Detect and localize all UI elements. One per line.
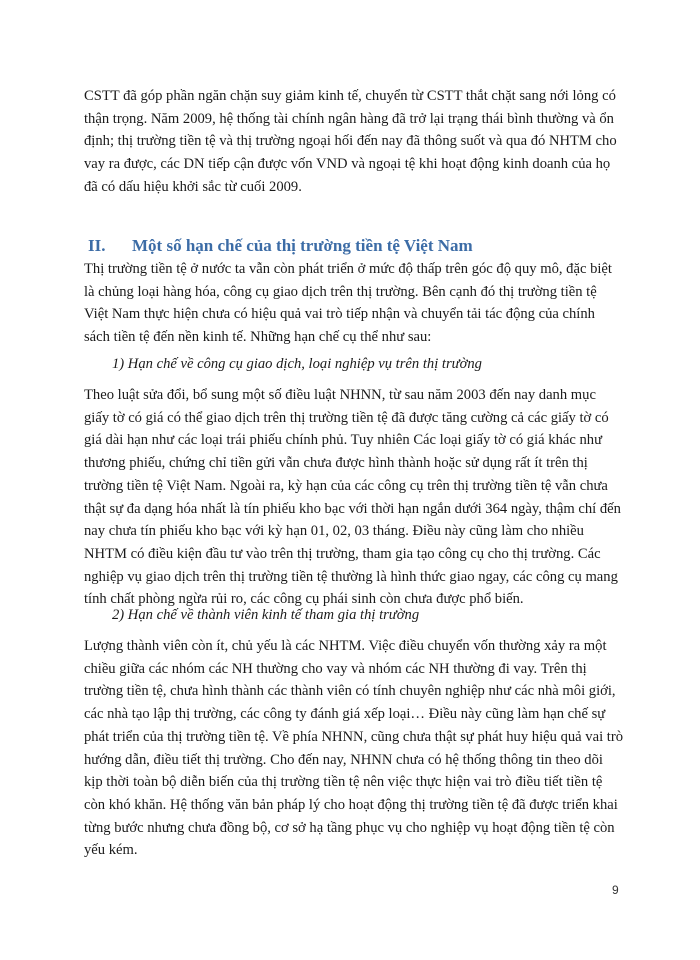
section-number: II. [88,236,106,255]
subsection-2-heading: 2) Hạn chế về thành viên kinh tế tham gia thị trường [112,607,420,623]
subsection-2-paragraph: Lượng thành viên còn ít, chủ yếu là các NHTM. Việc điều chuyển vốn thường xảy ra một chiều giữa các nhóm các NH thường cho vay và nhóm các NH thường đi vay. Trên thị trường tiền tệ, chưa hình thành các thành viên có tính chuyên nghiệp như các nhà môi giới, các nhà tạo lập thị trường, các công ty đánh giá xếp loại… Điều này cũng làm hạn chế sự phát triển của thị trường tiền tệ. Về phía NHNN, cũng chưa thật sự phát huy hiệu quả vai trò hướng dẫn, điều tiết thị trường. Cho đến nay, NHNN chưa có hệ thống thông tin theo dõi kịp thời toàn bộ diễn biến của thị trường tiền tệ nên việc thực hiện vai trò điều tiết tiền tệ còn khó khăn. Hệ thống văn bản pháp lý cho hoạt động thị trường tiền tệ đã được triển khai từng bước nhưng chưa đồng bộ, cơ sở hạ tầng phục vụ cho nghiệp vụ hoạt động tiền tệ còn yếu kém. [84,638,623,859]
section-heading [88,233,628,259]
intro-paragraph: CSTT đã góp phần ngăn chặn suy giảm kinh tế, chuyển từ CSTT thắt chặt sang nới lỏng có thận trọng. Năm 2009, hệ thống tài chính ngân hàng đã trở lại trạng thái bình thường và ổn định; thị trường tiền tệ và thị trường ngoại hối đến nay đã thông suốt và qua đó NHTM cho vay ra được, các DN tiếp cận được vốn VND và ngoại tệ khi hoạt động kinh doanh của họ đã có dấu hiệu khởi sắc từ cuối 2009. [84,88,617,195]
section-intro-paragraph: Thị trường tiền tệ ở nước ta vẫn còn phát triển ở mức độ thấp trên góc độ quy mô, đặc biệt là chủng loại hàng hóa, công cụ giao dịch trên thị trường. Bên cạnh đó thị trường tiền tệ Việt Nam thực hiện chưa có hiệu quả vai trò tiếp nhận và chuyển tải tác động của chính sách tiền tệ đến nền kinh tế. Những hạn chế cụ thể như sau: [84,261,612,346]
section-title: Một số hạn chế của thị trường tiền tệ Việt Nam [132,236,473,255]
subsection-1-paragraph: Theo luật sửa đổi, bổ sung một số điều luật NHNN, từ sau năm 2003 đến nay danh mục giấy tờ có giá có thể giao dịch trên thị trường tiền tệ đã được tăng cường cả các giấy tờ có giá dài hạn như các loại trái phiếu chính phủ. Tuy nhiên Các loại giấy tờ có giá khác như thương phiếu, chứng chỉ tiền gửi vẫn chưa được hình thành hoặc sử dụng rất ít trên thị trường tiền tệ Việt Nam. Ngoài ra, kỳ hạn của các công cụ trên thị trường tiền tệ vẫn chưa thật sự đa dạng hóa nhất là tín phiếu kho bạc với thời hạn ngắn dưới 364 ngày, thậm chí đến nay chưa tín phiếu kho bạc với kỳ hạn 01, 02, 03 tháng. Điều này cũng làm cho nhiều NHTM có điều kiện đầu tư vào trên thị trường, tham gia tạo công cụ cho thị trường. Các nghiệp vụ giao dịch trên thị trường tiền tệ thường là hình thức giao ngay, các công cụ mang tính chất phòng ngừa rủi ro, các công cụ phái sinh còn chưa được phổ biến. [84,387,621,608]
subsection-1-heading: 1) Hạn chế về công cụ giao dịch, loại nghiệp vụ trên thị trường [112,356,482,372]
page-number: 9 [612,883,619,897]
